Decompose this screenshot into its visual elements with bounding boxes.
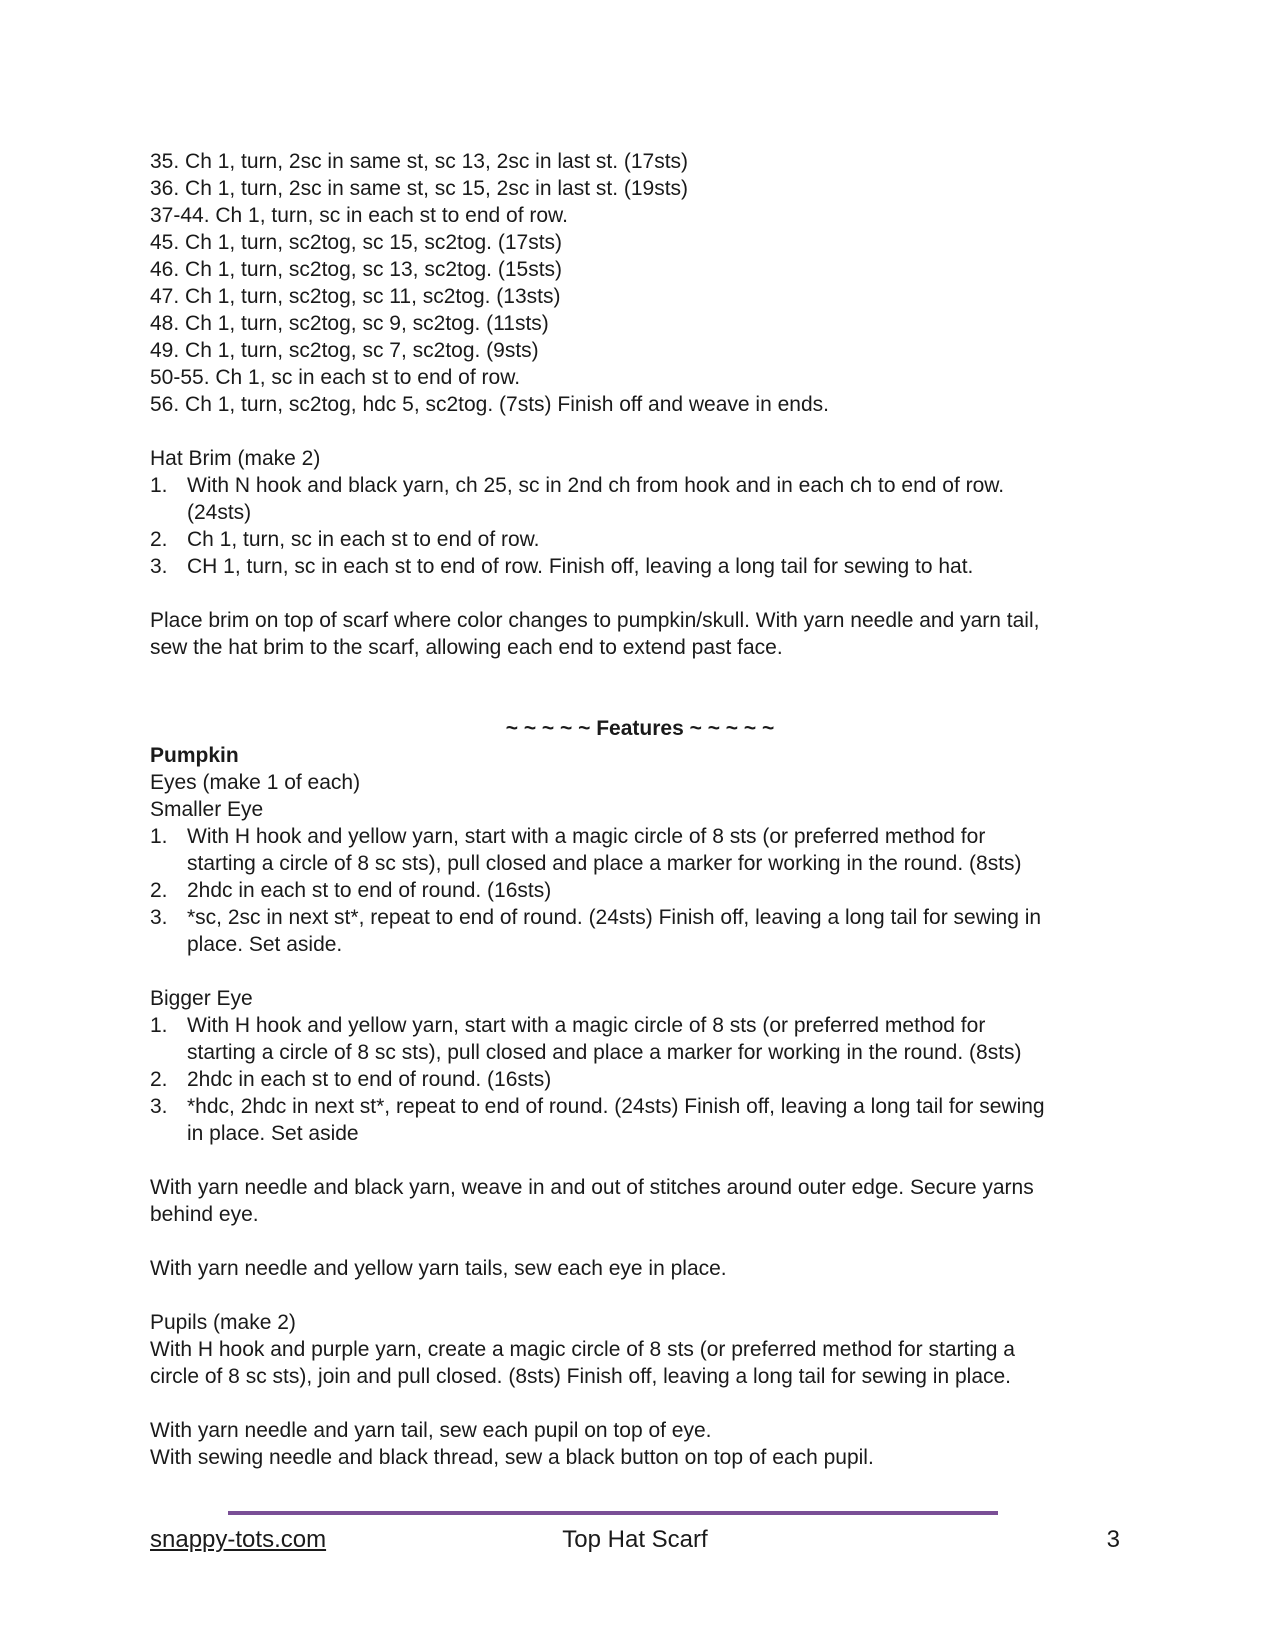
bigger-eye-step-3 [150,1093,1130,1147]
paragraph-line: With sewing needle and black thread, sew a black button on top of each pupil. [150,1446,874,1469]
step-number: 2. [150,879,168,902]
step-text: *sc, 2sc in next st*, repeat to end of round. (24sts) Finish off, leaving a long tail for sewing in [187,906,1042,929]
footer-page-number: 3 [1106,1526,1120,1553]
hat-brim-step-2 [150,526,1130,553]
row-46: 46. Ch 1, turn, sc2tog, sc 13, sc2tog. (15sts) [150,258,563,281]
sew-eye-paragraph: With yarn needle and yellow yarn tails, sew each eye in place. [150,1257,727,1280]
step-text: Ch 1, turn, sc in each st to end of row. [187,528,540,551]
step-text: *hdc, 2hdc in next st*, repeat to end of round. (24sts) Finish off, leaving a long tail for sewing [187,1095,1045,1118]
step-text: With H hook and yellow yarn, start with a magic circle of 8 sts (or preferred method for [187,825,986,848]
eye-outline-paragraph [150,1174,1130,1228]
step-number: 1. [150,825,168,848]
paragraph-line: circle of 8 sc sts), join and pull closed. (8sts) Finish off, leaving a long tail for sewing in place. [150,1365,1012,1388]
step-number: 3. [150,906,168,929]
pumpkin-heading: Pumpkin [150,744,239,767]
smaller-eye-step-1 [150,823,1130,877]
step-text-continued: place. Set aside. [187,933,343,956]
paragraph-line: sew the hat brim to the scarf, allowing each end to extend past face. [150,636,783,659]
step-text-continued: (24sts) [187,501,252,524]
bigger-eye-heading: Bigger Eye [150,987,253,1010]
smaller-eye-heading: Smaller Eye [150,798,264,821]
step-number: 3. [150,1095,168,1118]
step-text-continued: starting a circle of 8 sc sts), pull closed and place a marker for working in the round. (8sts) [187,852,1022,875]
page-body [150,148,1130,1471]
row-49: 49. Ch 1, turn, sc2tog, sc 7, sc2tog. (9sts) [150,339,539,362]
paragraph-line: With yarn needle and yarn tail, sew each pupil on top of eye. [150,1419,712,1442]
step-number: 2. [150,1068,168,1091]
paragraph-line: With H hook and purple yarn, create a magic circle of 8 sts (or preferred method for starting a [150,1338,1015,1361]
bigger-eye-steps [150,1012,1130,1147]
pupils-section [150,1309,1130,1390]
row-45: 45. Ch 1, turn, sc2tog, sc 15, sc2tog. (17sts) [150,231,563,254]
page-footer [150,1524,1120,1556]
final-instructions [150,1417,1130,1471]
step-text: 2hdc in each st to end of round. (16sts) [187,1068,552,1091]
paragraph-line: behind eye. [150,1203,259,1226]
smaller-eye-steps [150,823,1130,958]
step-text: 2hdc in each st to end of round. (16sts) [187,879,552,902]
hat-brim-step-1 [150,472,1130,526]
footer-site-link[interactable]: snappy-tots.com [150,1526,327,1553]
step-number: 3. [150,555,168,578]
hat-brim-step-3 [150,553,1130,580]
row-35: 35. Ch 1, turn, 2sc in same st, sc 13, 2sc in last st. (17sts) [150,150,689,173]
step-text-continued: starting a circle of 8 sc sts), pull closed and place a marker for working in the round. (8sts) [187,1041,1022,1064]
smaller-eye-step-3 [150,904,1130,958]
paragraph-line: Place brim on top of scarf where color changes to pumpkin/skull. With yarn needle and yarn tail, [150,609,1040,632]
step-text: CH 1, turn, sc in each st to end of row. Finish off, leaving a long tail for sewing to hat. [187,555,974,578]
footer-divider [228,1511,998,1515]
row-36: 36. Ch 1, turn, 2sc in same st, sc 15, 2sc in last st. (19sts) [150,177,689,200]
row-47: 47. Ch 1, turn, sc2tog, sc 11, sc2tog. (13sts) [150,285,561,308]
eyes-heading: Eyes (make 1 of each) [150,771,361,794]
rows-35-56 [150,148,1130,418]
features-heading: ~ ~ ~ ~ ~ Features ~ ~ ~ ~ ~ [505,717,775,740]
row-37-44: 37-44. Ch 1, turn, sc in each st to end of row. [150,204,568,227]
hat-brim-steps [150,472,1130,580]
row-48: 48. Ch 1, turn, sc2tog, sc 9, sc2tog. (11sts) [150,312,549,335]
step-text: With N hook and black yarn, ch 25, sc in 2nd ch from hook and in each ch to end of row. [187,474,1005,497]
pupils-heading: Pupils (make 2) [150,1311,296,1334]
step-number: 1. [150,1014,168,1037]
row-50-55: 50-55. Ch 1, sc in each st to end of row. [150,366,521,389]
hat-brim-heading: Hat Brim (make 2) [150,447,321,470]
bigger-eye-step-2 [150,1066,1130,1093]
brim-placement-paragraph [150,607,1130,661]
footer-document-title: Top Hat Scarf [562,1526,708,1553]
paragraph-line: With yarn needle and black yarn, weave in and out of stitches around outer edge. Secure yarns [150,1176,1034,1199]
smaller-eye-step-2 [150,877,1130,904]
step-text-continued: in place. Set aside [187,1122,359,1145]
bigger-eye-step-1 [150,1012,1130,1066]
step-number: 2. [150,528,168,551]
step-text: With H hook and yellow yarn, start with a magic circle of 8 sts (or preferred method for [187,1014,986,1037]
step-number: 1. [150,474,168,497]
row-56: 56. Ch 1, turn, sc2tog, hdc 5, sc2tog. (7sts) Finish off and weave in ends. [150,393,829,416]
